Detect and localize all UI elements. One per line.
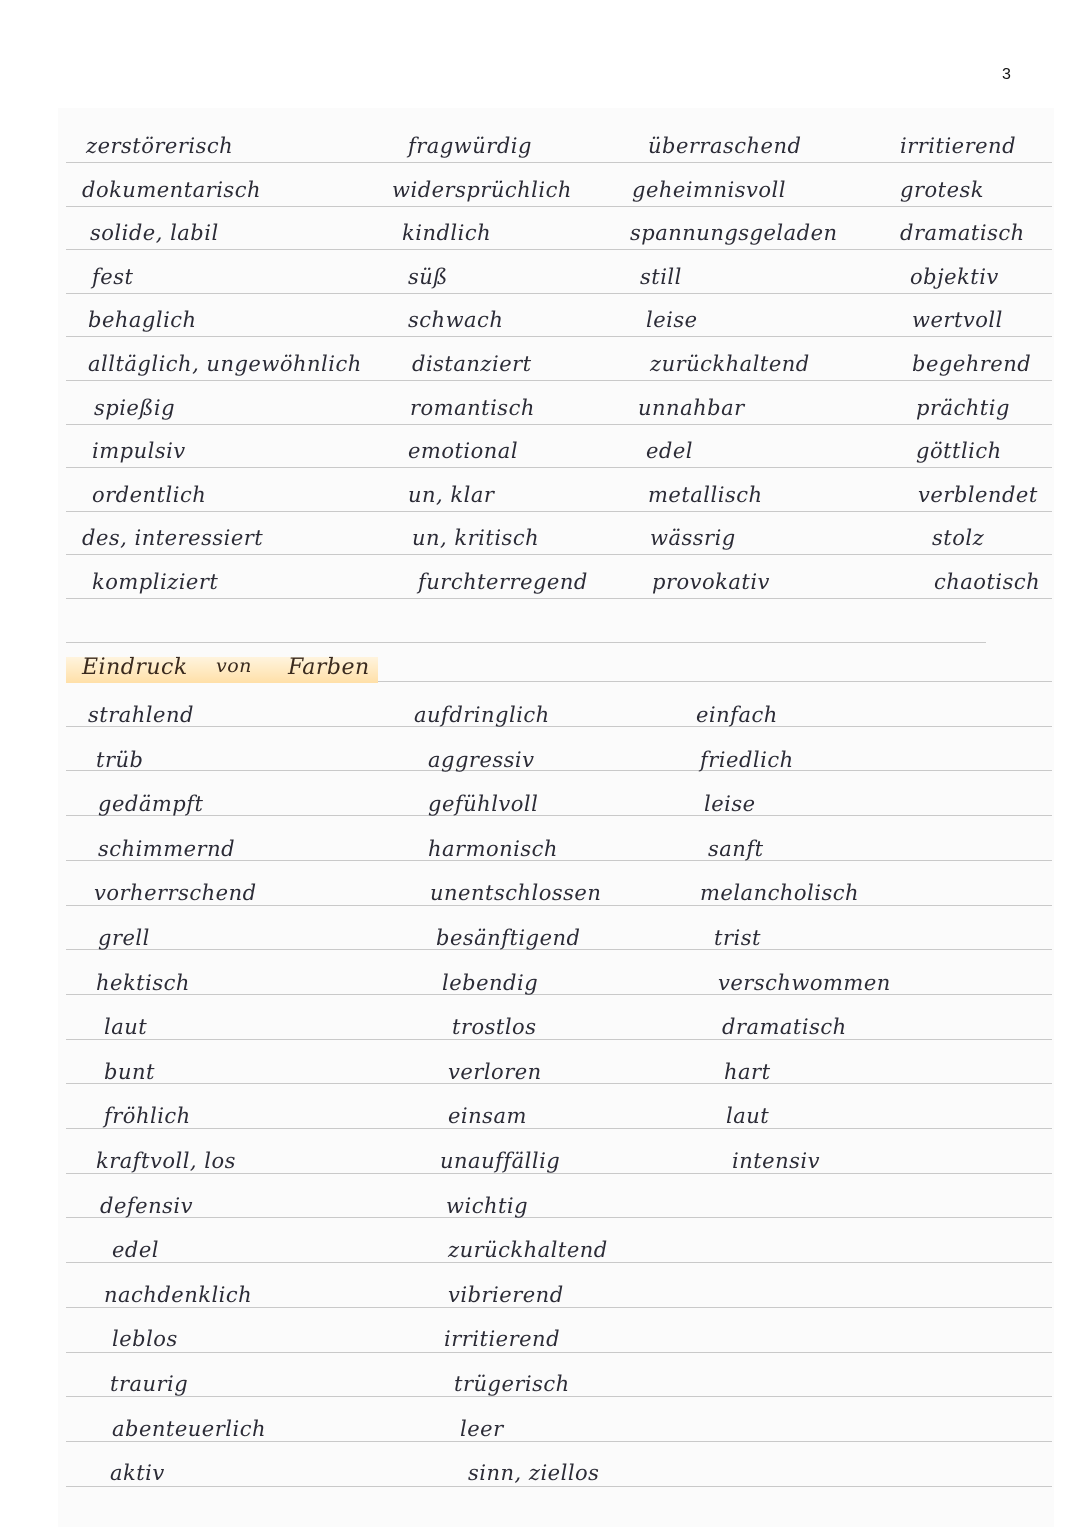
table1-word: des, interessiert [82, 526, 264, 551]
table1-word: ordentlich [92, 482, 207, 507]
ruled-line [66, 642, 986, 643]
ruled-line [66, 1173, 1052, 1174]
table1-word: kindlich [402, 221, 492, 246]
table1-word: un, klar [408, 482, 495, 507]
table2-word: hektisch [96, 970, 190, 995]
table1-word: still [640, 264, 682, 289]
page-number: 3 [1002, 66, 1011, 83]
table2-word: vibrierend [448, 1282, 564, 1307]
table1-word: widersprüchlich [392, 177, 572, 202]
table1-word: edel [646, 439, 694, 464]
table1-word: alltäglich, ungewöhnlich [88, 352, 362, 376]
table2-word: wichtig [446, 1193, 529, 1218]
table2-word: intensiv [732, 1149, 820, 1173]
ruled-line [66, 380, 1052, 381]
table1-word: schwach [408, 308, 504, 333]
table2-word: lebendig [442, 970, 539, 995]
table2-word: trostlos [452, 1015, 537, 1040]
table1-word: dokumentarisch [82, 177, 261, 202]
table2-word: harmonisch [428, 836, 558, 861]
ruled-line [66, 1039, 1052, 1040]
table2-word: unauffällig [440, 1149, 561, 1173]
table1-word: überraschend [648, 134, 802, 158]
table2-word: nachdenklich [104, 1282, 253, 1307]
ruled-line [66, 1486, 1052, 1487]
table2-word: fröhlich [104, 1104, 191, 1129]
table2-word: aktiv [110, 1461, 165, 1486]
table1-word: furchterregend [418, 570, 588, 594]
table2-word: leer [460, 1416, 504, 1441]
table2-word: strahlend [88, 703, 194, 727]
table1-word: fest [92, 264, 134, 289]
table2-word: verschwommen [718, 970, 891, 995]
table2-word: leise [704, 792, 756, 817]
table1-word: leise [646, 308, 698, 333]
table2-word: melancholisch [700, 881, 860, 906]
table2-word: besänftigend [436, 926, 581, 950]
table1-word: emotional [408, 439, 519, 464]
table1-word: zurückhaltend [650, 352, 810, 376]
table2-word: sanft [708, 836, 764, 861]
section-heading-word-3: Farben [288, 655, 370, 680]
ruled-line [66, 1352, 1052, 1353]
ruled-line [66, 1307, 1052, 1308]
section-heading-word-1: Eindruck [82, 655, 188, 680]
table1-word: fragwürdig [408, 134, 532, 158]
table2-word: grell [98, 926, 150, 950]
table2-word: laut [104, 1015, 148, 1040]
table2-word: unentschlossen [430, 881, 602, 906]
table1-word: verblendet [918, 482, 1038, 507]
ruled-line [66, 554, 1052, 555]
ruled-line [66, 336, 1052, 337]
table1-word: stolz [932, 526, 985, 551]
table1-word: spannungsgeladen [630, 221, 838, 246]
table2-word: zurückhaltend [448, 1238, 608, 1263]
section-heading-word-2: von [216, 655, 252, 677]
table2-word: trügerisch [454, 1372, 570, 1396]
table2-word: trüb [96, 747, 144, 772]
table1-word: solide, labil [90, 221, 219, 246]
ruled-line [66, 598, 1052, 599]
table2-word: schimmernd [98, 836, 236, 861]
table1-word: spießig [94, 395, 176, 420]
table2-word: trist [714, 926, 761, 950]
ruled-line [66, 815, 1052, 816]
table1-word: süß [408, 264, 448, 289]
table2-word: friedlich [700, 747, 794, 772]
ruled-line [66, 1128, 1052, 1129]
ruled-line [66, 994, 1052, 995]
table1-word: distanziert [412, 352, 532, 376]
table2-word: hart [724, 1059, 771, 1084]
table1-word: geheimnisvoll [632, 177, 786, 202]
table1-word: kompliziert [92, 570, 219, 594]
table2-word: laut [726, 1104, 770, 1129]
ruled-line [66, 1441, 1052, 1442]
table1-word: grotesk [900, 177, 984, 202]
table2-word: edel [112, 1238, 160, 1263]
table2-word: aufdringlich [414, 703, 550, 727]
table1-word: dramatisch [900, 221, 1025, 246]
ruled-line [66, 770, 1052, 771]
table2-word: einsam [448, 1104, 527, 1129]
table2-word: defensiv [100, 1193, 193, 1218]
ruled-line [66, 162, 1052, 163]
notebook-paper [58, 108, 1054, 1527]
table2-word: dramatisch [722, 1015, 847, 1040]
table2-word: kraftvoll, los [96, 1149, 236, 1173]
table1-word: zerstörerisch [86, 134, 234, 158]
table2-word: gefühlvoll [428, 792, 539, 817]
table2-word: verloren [448, 1059, 542, 1084]
table1-word: prächtig [916, 395, 1010, 420]
table1-word: metallisch [648, 482, 763, 507]
ruled-line [66, 467, 1052, 468]
ruled-line [66, 249, 1052, 250]
table1-word: wässrig [650, 526, 736, 551]
table2-word: leblos [112, 1327, 178, 1352]
ruled-line [66, 1217, 1052, 1218]
table1-word: provokativ [652, 570, 770, 594]
table1-word: behaglich [88, 308, 197, 333]
ruled-line [66, 206, 1052, 207]
ruled-line [66, 1083, 1052, 1084]
table2-word: abenteuerlich [112, 1416, 266, 1441]
ruled-line [66, 293, 1052, 294]
table1-word: begehrend [912, 352, 1032, 376]
table2-word: sinn, ziellos [468, 1461, 600, 1486]
table1-word: chaotisch [934, 570, 1041, 594]
table2-word: aggressiv [428, 747, 535, 772]
table1-word: un, kritisch [412, 526, 540, 551]
table1-word: göttlich [916, 439, 1002, 464]
ruled-line [66, 1396, 1052, 1397]
table2-word: traurig [110, 1372, 189, 1396]
ruled-line [66, 424, 1052, 425]
table2-word: bunt [104, 1059, 155, 1084]
table2-word: irritierend [444, 1327, 561, 1352]
table1-word: unnahbar [638, 395, 745, 420]
ruled-line [66, 511, 1052, 512]
ruled-line [66, 726, 1052, 727]
table1-word: impulsiv [92, 439, 186, 464]
table1-word: objektiv [910, 264, 999, 289]
table1-word: romantisch [410, 395, 535, 420]
table2-word: vorherrschend [94, 881, 257, 906]
table2-word: einfach [696, 703, 778, 727]
table2-word: gedämpft [98, 792, 204, 817]
table1-word: wertvoll [912, 308, 1003, 333]
table1-word: irritierend [900, 134, 1017, 158]
